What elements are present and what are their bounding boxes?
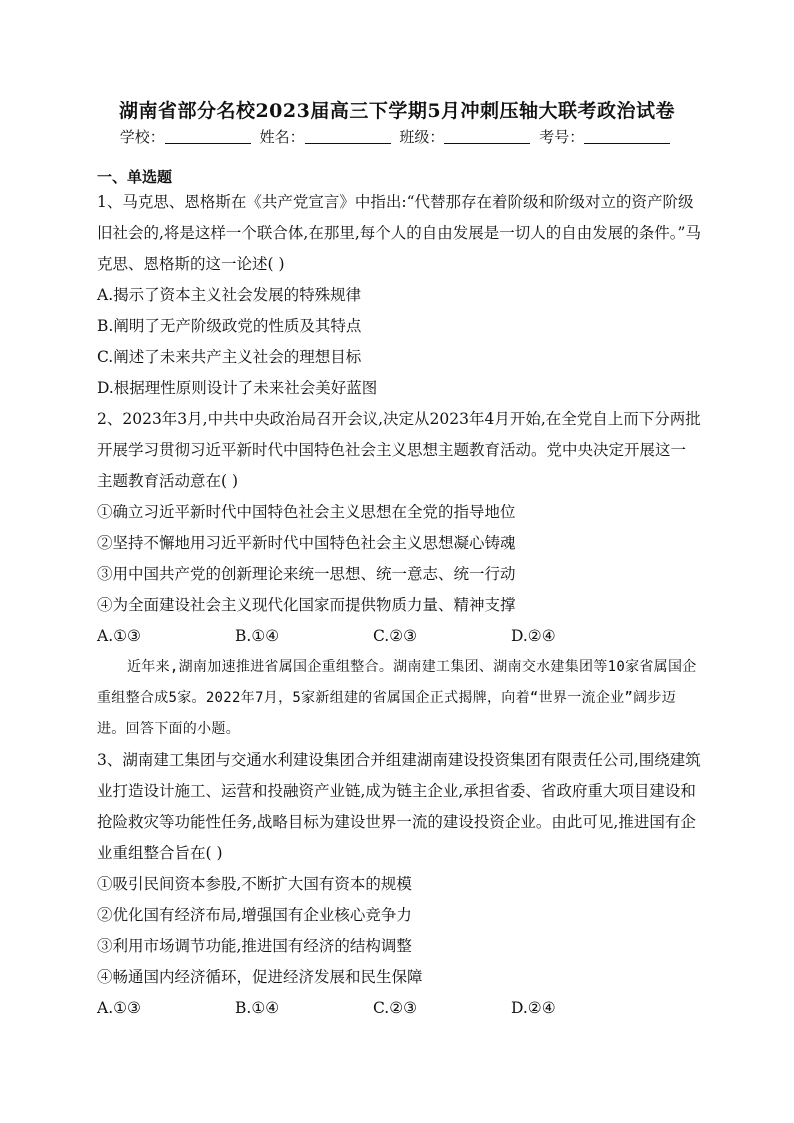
question-2-choices [97,621,701,652]
number-label: 考号： [539,128,585,146]
question-3-choice-d[interactable]: D.②④ [511,999,556,1017]
question-2-item-3: ③用中国共产党的创新理论来统一思想、统一意志、统一行动 [97,565,516,583]
exam-title: 湖南省部分名校2023届高三下学期5月冲刺压轴大联考政治试卷 [118,100,676,122]
question-2-item-4: ④为全面建设社会主义现代化国家而提供物质力量、精神支撑 [97,596,516,614]
question-2-item-2: ②坚持不懈地用习近平新时代中国特色社会主义思想凝心铸魂 [97,534,516,552]
name-label: 姓名： [259,128,305,146]
question-3-choice-c[interactable]: C.②③ [373,999,418,1017]
question-2-choice-a[interactable]: A.①③ [97,627,141,645]
question-2-choice-c[interactable]: C.②③ [373,627,418,645]
question-1-option-d[interactable]: D.根据理性原则设计了未来社会美好蓝图 [97,379,378,397]
section-title: 一、单选题 [97,168,173,186]
question-1-option-c[interactable]: C.阐述了未来共产主义社会的理想目标 [97,348,362,366]
question-3-stem: 3、湖南建工集团与交通水利建设集团合并组建湖南建设投资集团有限责任公司,围绕建筑业打造设计施工、运营和投融资产业链,成为链主企业,承担省委、省政府重大项目建设和抢险救灾等功能性任务,战略目标为建设世界一流的建设投资企业。由此可见,推进国有企业重组整合旨在( ) [97,751,701,862]
question-1-option-a[interactable]: A.揭示了资本主义社会发展的特殊规律 [97,286,362,304]
question-1-option-b[interactable]: B.阐明了无产阶级政党的性质及其特点 [97,317,362,335]
question-3-choice-a[interactable]: A.①③ [97,999,141,1017]
class-label: 班级： [399,128,445,146]
question-2-stem: 2、2023年3月,中共中央政治局召开会议,决定从2023年4月开始,在全党自上而下分两批开展学习贯彻习近平新时代中国特色社会主义思想主题教育活动。党中央决定开展这一主题教育活动意在( ) [97,410,701,490]
question-3-item-1: ①吸引民间资本参股,不断扩大国有资本的规模 [97,875,412,893]
school-blank[interactable] [165,129,251,144]
student-info-line [0,126,794,147]
question-3-item-3: ③利用市场调节功能,推进国有经济的结构调整 [97,937,412,955]
number-blank[interactable] [584,129,670,144]
question-2-choice-b[interactable]: B.①④ [235,627,280,645]
questions [97,187,701,1024]
question-1-stem: 1、马克思、恩格斯在《共产党宣言》中指出:“代替那存在着阶级和阶级对立的资产阶级旧社会的,将是这样一个联合体,在那里,每个人的自由发展是一切人的自由发展的条件。”马克思、恩格斯的这一论述( ) [97,193,701,273]
question-3-item-2: ②优化国有经济布局,增强国有企业核心竞争力 [97,906,412,924]
reading-passage: 近年来,湖南加速推进省属国企重组整合。湖南建工集团、湖南交水建集团等10家省属国企重组整合成5家。2022年7月，5家新组建的省属国企正式揭牌，向着“世界一流企业”阔步迈进。回答下面的小题。 [97,659,697,737]
name-blank[interactable] [305,129,391,144]
question-3-choices [97,993,701,1024]
question-3-choice-b[interactable]: B.①④ [235,999,280,1017]
question-2-item-1: ①确立习近平新时代中国特色社会主义思想在全党的指导地位 [97,503,516,521]
question-2-choice-d[interactable]: D.②④ [511,627,556,645]
question-3-item-4: ④畅通国内经济循环，促进经济发展和民生保障 [97,968,423,986]
school-label: 学校： [119,128,165,146]
class-blank[interactable] [444,129,530,144]
